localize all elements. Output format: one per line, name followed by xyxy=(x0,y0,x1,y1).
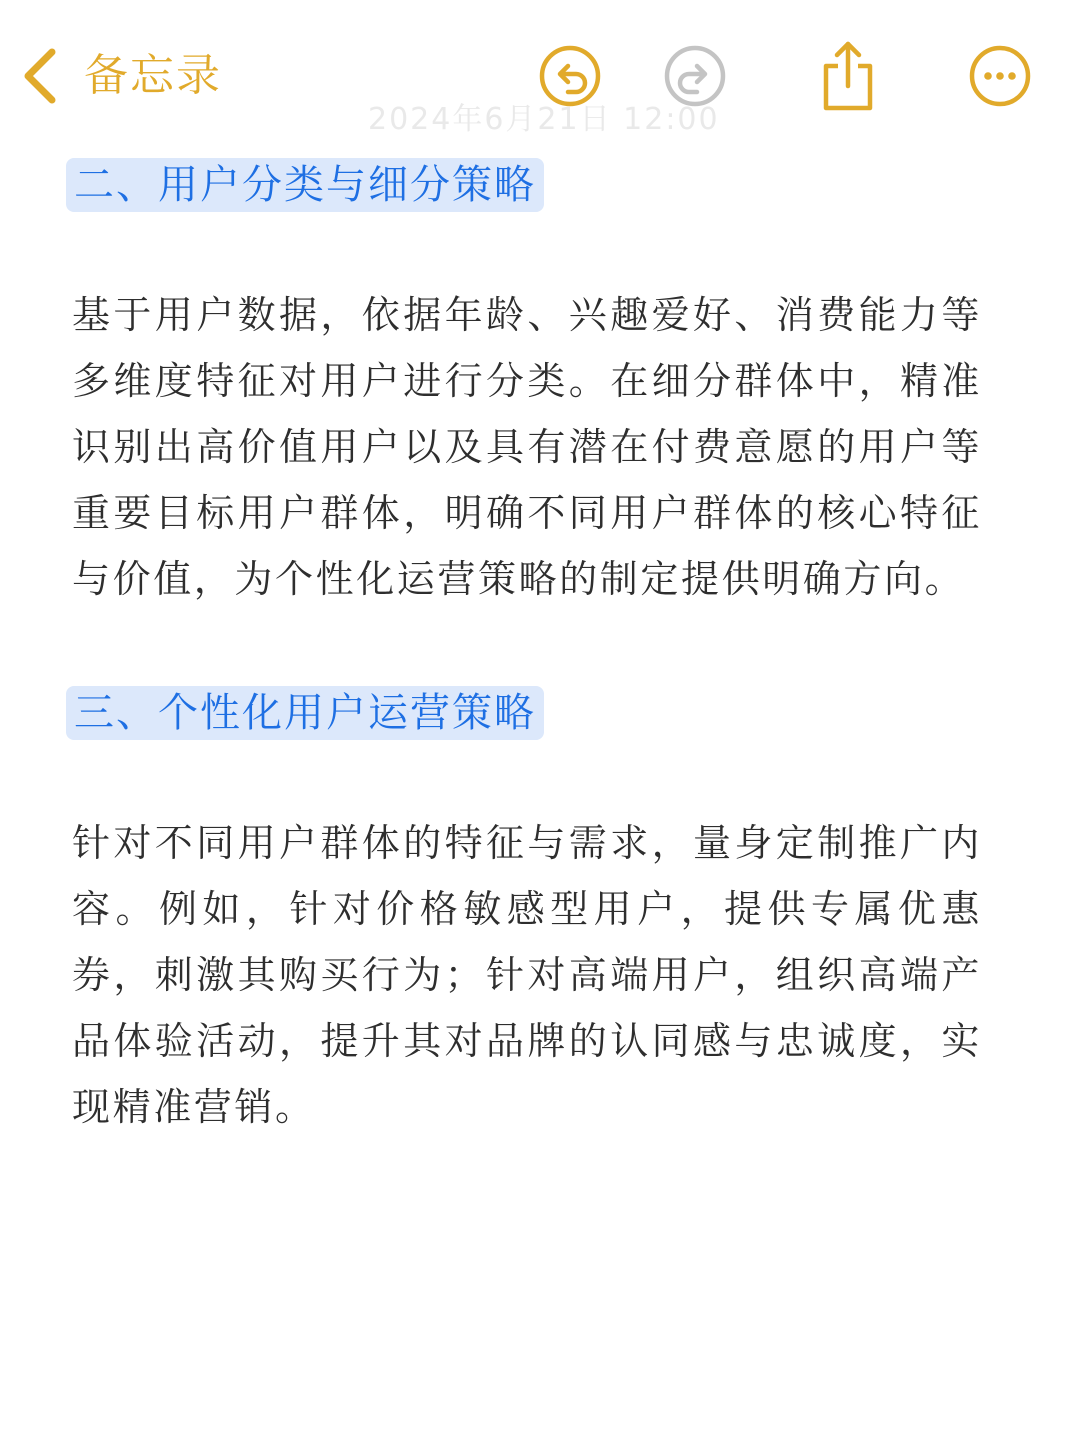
section-paragraph: 基于用户数据，依据年龄、兴趣爱好、消费能力等多维度特征对用户进行分类。在细分群体中，精准识别出高价值用户以及具有潜在付费意愿的用户等重要目标用户群体，明确不同用户群体的核心特征与价值，为个性化运营策略的制定提供明确方向。 xyxy=(72,293,982,601)
section-paragraph: 针对不同用户群体的特征与需求，量身定制推广内容。例如，针对价格敏感型用户，提供专属优惠券，刺激其购买行为；针对高端用户，组织高端产品体验活动，提升其对品牌的认同感与忠诚度，实现精准营销。 xyxy=(72,821,982,1129)
section-heading: 二、用户分类与细分策略 xyxy=(66,158,544,212)
back-label: 备忘录 xyxy=(84,50,222,101)
note-date-faded: 2024年6月21日 12:00 xyxy=(368,102,720,137)
section-heading: 三、个性化用户运营策略 xyxy=(66,686,544,740)
